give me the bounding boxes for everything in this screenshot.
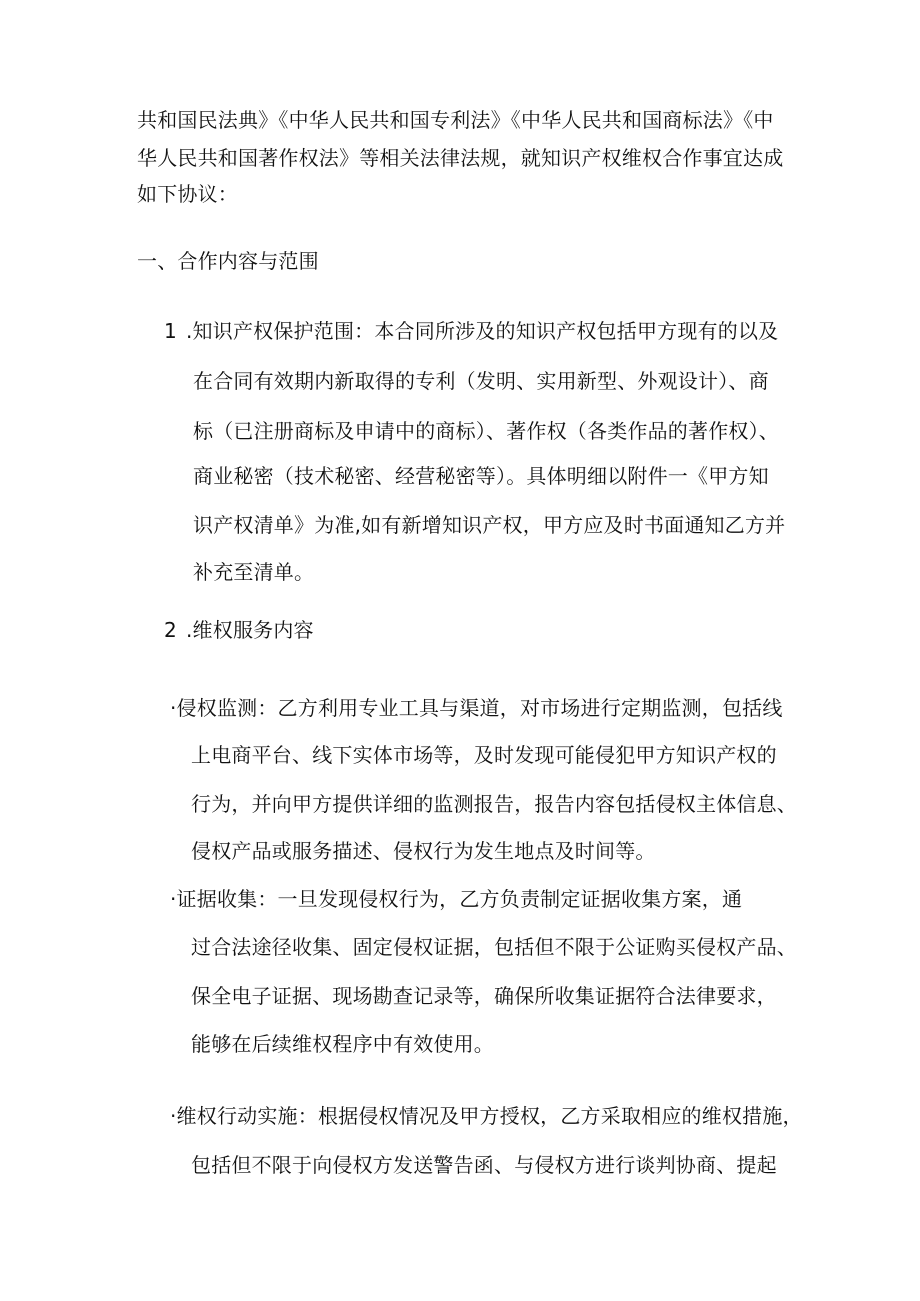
item-1-line-6: 补充至清单。 bbox=[193, 560, 315, 584]
item-1-line-4: 商业秘密（技术秘密、经营秘密等）。具体明细以附件一《甲方知 bbox=[193, 464, 769, 488]
bullet-1-line-3: 行为，并向甲方提供详细的监测报告，报告内容包括侵权主体信息、 bbox=[191, 792, 797, 816]
bullet-1-line-4: 侵权产品或服务描述、侵权行为发生地点及时间等。 bbox=[191, 839, 656, 863]
bullet-2-line-2: 过合法途径收集、固定侵权证据，包括但不限于公证购买侵权产品、 bbox=[191, 935, 797, 959]
bullet-3-line-1: ·维权行动实施：根据侵权情况及甲方授权，乙方采取相应的维权措施， bbox=[170, 1104, 803, 1128]
item-1-line-2: 在合同有效期内新取得的专利（发明、实用新型、外观设计）、商 bbox=[193, 369, 769, 393]
intro-line-2: 华人民共和国著作权法》等相关法律法规，就知识产权维权合作事宜达成 bbox=[137, 146, 784, 170]
bullet-3-line-2: 包括但不限于向侵权方发送警告函、与侵权方进行谈判协商、提起 bbox=[191, 1153, 777, 1177]
intro-line-3: 如下协议： bbox=[137, 182, 238, 206]
item-1-number: 1 bbox=[164, 319, 177, 343]
bullet-2-line-1: ·证据收集：一旦发现侵权行为，乙方负责制定证据收集方案，通 bbox=[170, 887, 743, 911]
intro-line-1: 共和国民法典》《中华人民共和国专利法》《中华人民共和国商标法》《中 bbox=[137, 108, 774, 132]
section-heading: 一、合作内容与范围 bbox=[137, 249, 319, 273]
bullet-1-line-2: 上电商平台、线下实体市场等，及时发现可能侵犯甲方知识产权的 bbox=[191, 743, 777, 767]
bullet-2-line-4: 能够在后续维权程序中有效使用。 bbox=[191, 1032, 494, 1056]
item-1-line-5: 识产权清单》为准,如有新增知识产权，甲方应及时书面通知乙方并 bbox=[193, 513, 786, 537]
bullet-1-line-1: ·侵权监测：乙方利用专业工具与渠道，对市场进行定期监测，包括线 bbox=[170, 696, 783, 720]
item-2-title: .维权服务内容 bbox=[186, 618, 314, 642]
item-2-number: 2 bbox=[164, 618, 177, 642]
item-1-line-1: .知识产权保护范围：本合同所涉及的知识产权包括甲方现有的以及 bbox=[186, 319, 779, 343]
bullet-2-line-3: 保全电子证据、现场勘查记录等，确保所收集证据符合法律要求， bbox=[191, 984, 777, 1008]
item-1-line-3: 标（已注册商标及申请中的商标）、著作权（各类作品的著作权）、 bbox=[193, 419, 779, 443]
